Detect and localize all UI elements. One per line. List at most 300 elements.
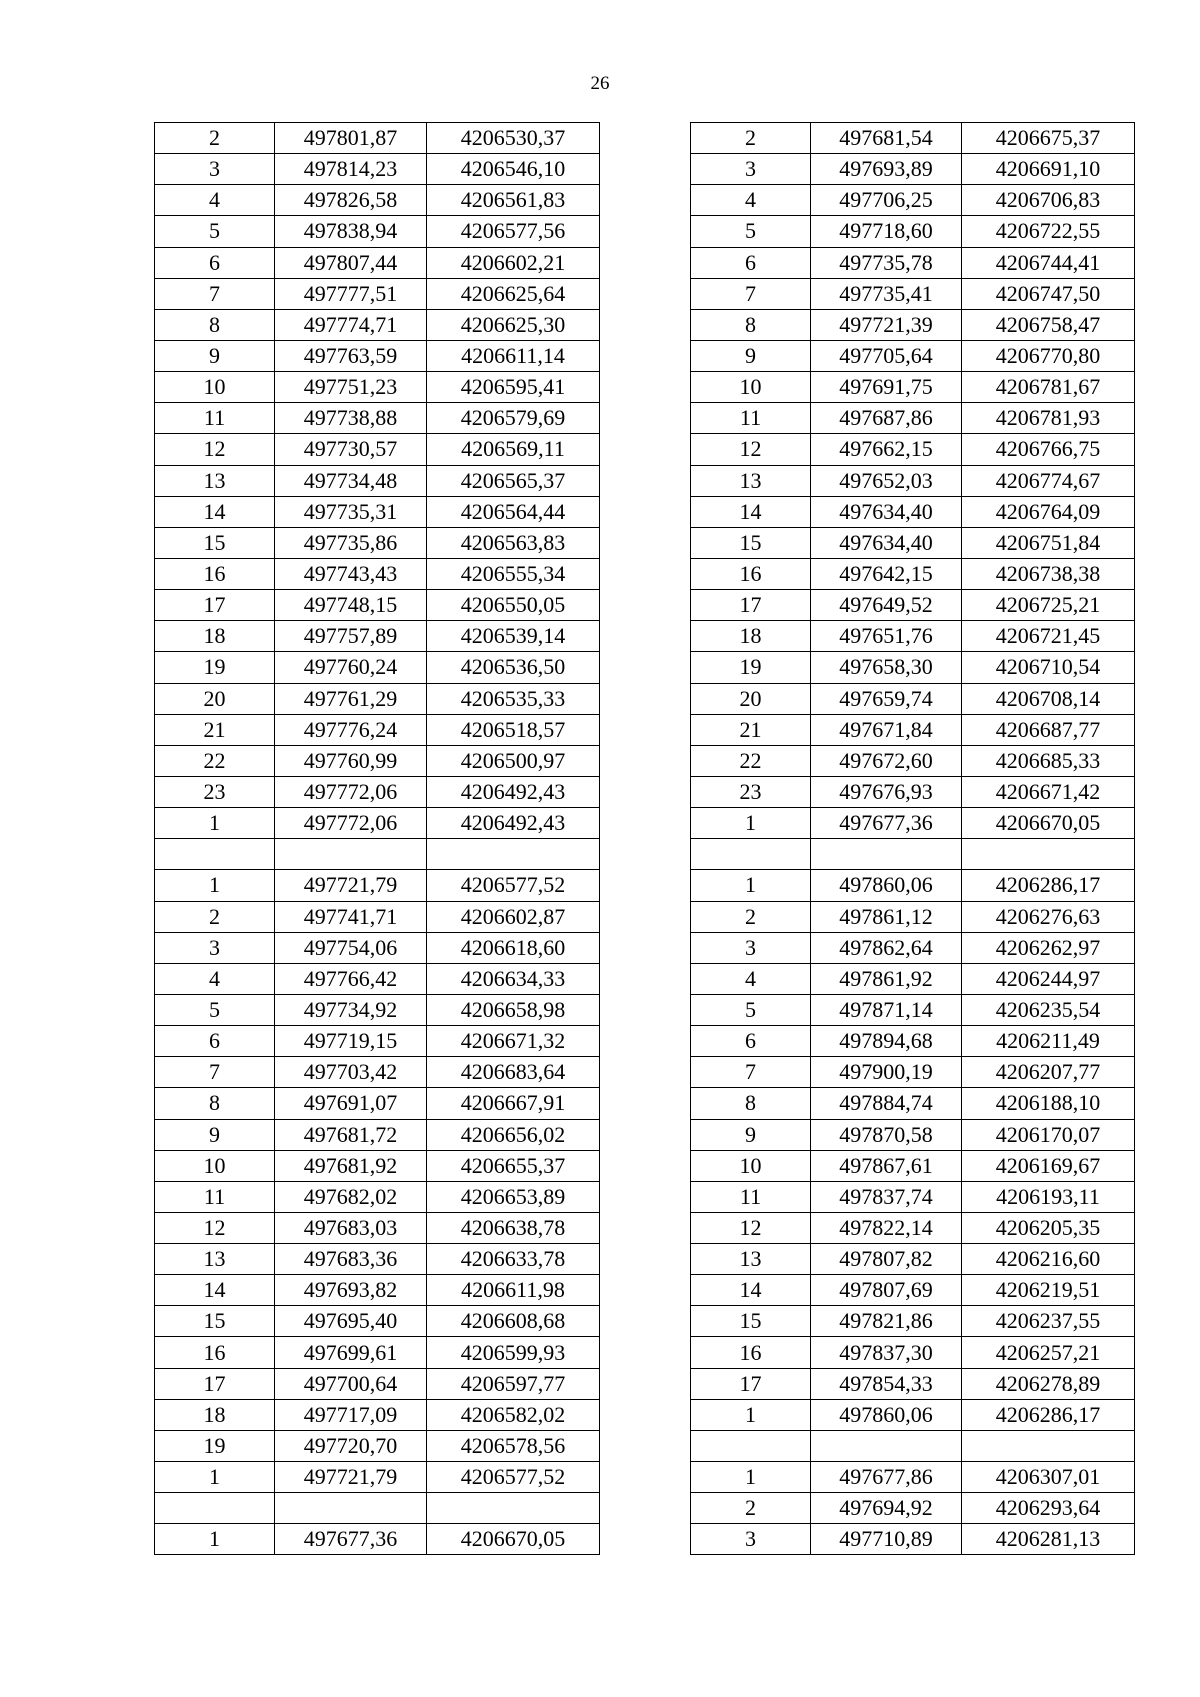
y-coordinate-cell: 4206608,68	[427, 1306, 600, 1337]
point-number-cell: 2	[691, 901, 811, 932]
table-row	[691, 1275, 1135, 1306]
y-coordinate-cell	[962, 839, 1135, 870]
y-coordinate-cell: 4206625,30	[427, 309, 600, 340]
x-coordinate-cell: 497677,86	[811, 1462, 962, 1493]
y-coordinate-cell: 4206602,87	[427, 901, 600, 932]
point-number-cell: 14	[691, 1275, 811, 1306]
y-coordinate-cell: 4206751,84	[962, 527, 1135, 558]
x-coordinate-cell: 497838,94	[275, 216, 427, 247]
table-row	[691, 278, 1135, 309]
table-row	[691, 1212, 1135, 1243]
table-row	[155, 340, 600, 371]
table-row	[155, 652, 600, 683]
x-coordinate-cell: 497854,33	[811, 1368, 962, 1399]
point-number-cell	[155, 1493, 275, 1524]
y-coordinate-cell: 4206293,64	[962, 1493, 1135, 1524]
table-row	[155, 372, 600, 403]
table-row	[691, 932, 1135, 963]
table-row	[155, 901, 600, 932]
y-coordinate-cell: 4206725,21	[962, 590, 1135, 621]
y-coordinate-cell: 4206781,93	[962, 403, 1135, 434]
x-coordinate-cell: 497642,15	[811, 558, 962, 589]
y-coordinate-cell: 4206211,49	[962, 1026, 1135, 1057]
x-coordinate-cell: 497801,87	[275, 123, 427, 154]
x-coordinate-cell: 497735,41	[811, 278, 962, 309]
table-row	[155, 1368, 600, 1399]
x-coordinate-cell: 497682,02	[275, 1181, 427, 1212]
y-coordinate-cell: 4206633,78	[427, 1244, 600, 1275]
point-number-cell: 12	[155, 1212, 275, 1243]
point-number-cell: 7	[155, 278, 275, 309]
table-row	[155, 1399, 600, 1430]
table-row	[691, 434, 1135, 465]
table-row	[691, 1306, 1135, 1337]
table-row	[691, 1181, 1135, 1212]
table-row	[691, 1057, 1135, 1088]
table-row	[691, 465, 1135, 496]
x-coordinate-cell: 497721,79	[275, 870, 427, 901]
x-coordinate-cell: 497649,52	[811, 590, 962, 621]
y-coordinate-cell: 4206569,11	[427, 434, 600, 465]
x-coordinate-cell: 497741,71	[275, 901, 427, 932]
point-number-cell	[155, 839, 275, 870]
table-row	[155, 1244, 600, 1275]
y-coordinate-cell: 4206683,64	[427, 1057, 600, 1088]
x-coordinate-cell: 497884,74	[811, 1088, 962, 1119]
y-coordinate-cell: 4206675,37	[962, 123, 1135, 154]
point-number-cell: 10	[691, 372, 811, 403]
point-number-cell: 16	[691, 558, 811, 589]
y-coordinate-cell: 4206721,45	[962, 621, 1135, 652]
x-coordinate-cell: 497751,23	[275, 372, 427, 403]
x-coordinate-cell: 497761,29	[275, 683, 427, 714]
x-coordinate-cell: 497870,58	[811, 1119, 962, 1150]
y-coordinate-cell: 4206611,14	[427, 340, 600, 371]
x-coordinate-cell: 497807,69	[811, 1275, 962, 1306]
table-row	[691, 403, 1135, 434]
point-number-cell: 6	[691, 247, 811, 278]
point-number-cell: 13	[155, 1244, 275, 1275]
table-row	[691, 372, 1135, 403]
point-number-cell: 17	[691, 590, 811, 621]
table-row	[155, 558, 600, 589]
point-number-cell: 22	[155, 745, 275, 776]
table-row	[691, 963, 1135, 994]
y-coordinate-cell: 4206618,60	[427, 932, 600, 963]
point-number-cell: 11	[155, 1181, 275, 1212]
y-coordinate-cell: 4206670,05	[427, 1524, 600, 1555]
point-number-cell: 13	[155, 465, 275, 496]
table-row	[155, 1275, 600, 1306]
x-coordinate-cell: 497659,74	[811, 683, 962, 714]
table-row	[155, 745, 600, 776]
point-number-cell: 4	[155, 185, 275, 216]
x-coordinate-cell: 497837,30	[811, 1337, 962, 1368]
point-number-cell: 14	[155, 1275, 275, 1306]
table-row	[155, 465, 600, 496]
y-coordinate-cell: 4206169,67	[962, 1150, 1135, 1181]
table-row	[155, 1057, 600, 1088]
y-coordinate-cell: 4206577,56	[427, 216, 600, 247]
x-coordinate-cell: 497860,06	[811, 1399, 962, 1430]
point-number-cell: 4	[691, 963, 811, 994]
point-number-cell: 1	[691, 1399, 811, 1430]
point-number-cell: 16	[155, 558, 275, 589]
point-number-cell: 10	[155, 1150, 275, 1181]
y-coordinate-cell: 4206286,17	[962, 1399, 1135, 1430]
y-coordinate-cell: 4206670,05	[962, 808, 1135, 839]
point-number-cell: 6	[691, 1026, 811, 1057]
table-row	[155, 776, 600, 807]
table-row	[691, 1337, 1135, 1368]
x-coordinate-cell	[275, 1493, 427, 1524]
x-coordinate-cell: 497710,89	[811, 1524, 962, 1555]
point-number-cell: 23	[155, 776, 275, 807]
table-row	[155, 247, 600, 278]
table-row	[155, 216, 600, 247]
table-row	[691, 154, 1135, 185]
point-number-cell: 3	[155, 932, 275, 963]
point-number-cell: 21	[691, 714, 811, 745]
point-number-cell: 17	[155, 590, 275, 621]
point-number-cell: 23	[691, 776, 811, 807]
y-coordinate-cell: 4206207,77	[962, 1057, 1135, 1088]
y-coordinate-cell: 4206708,14	[962, 683, 1135, 714]
x-coordinate-cell: 497763,59	[275, 340, 427, 371]
point-number-cell: 5	[691, 216, 811, 247]
y-coordinate-cell: 4206205,35	[962, 1212, 1135, 1243]
y-coordinate-cell: 4206286,17	[962, 870, 1135, 901]
x-coordinate-cell: 497662,15	[811, 434, 962, 465]
coordinates-table-left-body	[155, 123, 600, 1555]
table-row	[155, 1150, 600, 1181]
y-coordinate-cell: 4206687,77	[962, 714, 1135, 745]
table-row	[155, 309, 600, 340]
point-number-cell: 22	[691, 745, 811, 776]
x-coordinate-cell: 497693,89	[811, 154, 962, 185]
x-coordinate-cell: 497776,24	[275, 714, 427, 745]
point-number-cell: 4	[155, 963, 275, 994]
table-row	[155, 808, 600, 839]
table-row	[691, 683, 1135, 714]
y-coordinate-cell: 4206307,01	[962, 1462, 1135, 1493]
x-coordinate-cell: 497757,89	[275, 621, 427, 652]
table-row	[691, 1462, 1135, 1493]
y-coordinate-cell: 4206237,55	[962, 1306, 1135, 1337]
point-number-cell: 8	[155, 309, 275, 340]
point-number-cell: 17	[155, 1368, 275, 1399]
table-row	[691, 839, 1135, 870]
table-row	[691, 1399, 1135, 1430]
y-coordinate-cell: 4206667,91	[427, 1088, 600, 1119]
y-coordinate-cell	[962, 1430, 1135, 1461]
table-row	[691, 590, 1135, 621]
x-coordinate-cell: 497705,64	[811, 340, 962, 371]
x-coordinate-cell: 497777,51	[275, 278, 427, 309]
x-coordinate-cell: 497706,25	[811, 185, 962, 216]
x-coordinate-cell: 497677,36	[275, 1524, 427, 1555]
table-row	[691, 340, 1135, 371]
y-coordinate-cell: 4206550,05	[427, 590, 600, 621]
y-coordinate-cell: 4206710,54	[962, 652, 1135, 683]
y-coordinate-cell: 4206602,21	[427, 247, 600, 278]
point-number-cell: 3	[691, 932, 811, 963]
x-coordinate-cell: 497672,60	[811, 745, 962, 776]
table-row	[691, 1150, 1135, 1181]
table-row	[691, 1368, 1135, 1399]
y-coordinate-cell: 4206774,67	[962, 465, 1135, 496]
table-row	[691, 808, 1135, 839]
x-coordinate-cell: 497634,40	[811, 527, 962, 558]
x-coordinate-cell: 497735,86	[275, 527, 427, 558]
table-row	[155, 683, 600, 714]
point-number-cell: 2	[691, 1493, 811, 1524]
x-coordinate-cell: 497687,86	[811, 403, 962, 434]
y-coordinate-cell: 4206530,37	[427, 123, 600, 154]
point-number-cell: 7	[691, 278, 811, 309]
point-number-cell: 3	[691, 1524, 811, 1555]
y-coordinate-cell: 4206744,41	[962, 247, 1135, 278]
table-row	[155, 1430, 600, 1461]
x-coordinate-cell: 497634,40	[811, 496, 962, 527]
table-row	[155, 1524, 600, 1555]
y-coordinate-cell: 4206638,78	[427, 1212, 600, 1243]
table-row	[691, 994, 1135, 1025]
y-coordinate-cell: 4206539,14	[427, 621, 600, 652]
table-row	[155, 403, 600, 434]
table-row	[155, 870, 600, 901]
y-coordinate-cell: 4206766,75	[962, 434, 1135, 465]
x-coordinate-cell: 497734,92	[275, 994, 427, 1025]
point-number-cell: 19	[691, 652, 811, 683]
y-coordinate-cell: 4206625,64	[427, 278, 600, 309]
point-number-cell: 6	[155, 247, 275, 278]
y-coordinate-cell: 4206492,43	[427, 776, 600, 807]
point-number-cell: 5	[691, 994, 811, 1025]
table-row	[691, 185, 1135, 216]
y-coordinate-cell: 4206656,02	[427, 1119, 600, 1150]
table-row	[691, 1244, 1135, 1275]
x-coordinate-cell: 497658,30	[811, 652, 962, 683]
y-coordinate-cell: 4206257,21	[962, 1337, 1135, 1368]
x-coordinate-cell: 497681,54	[811, 123, 962, 154]
table-row	[691, 247, 1135, 278]
x-coordinate-cell: 497837,74	[811, 1181, 962, 1212]
point-number-cell: 11	[691, 403, 811, 434]
x-coordinate-cell: 497861,12	[811, 901, 962, 932]
x-coordinate-cell: 497651,76	[811, 621, 962, 652]
table-row	[155, 714, 600, 745]
y-coordinate-cell: 4206564,44	[427, 496, 600, 527]
x-coordinate-cell: 497681,92	[275, 1150, 427, 1181]
table-row	[691, 527, 1135, 558]
table-row	[691, 309, 1135, 340]
table-row	[155, 963, 600, 994]
x-coordinate-cell: 497734,48	[275, 465, 427, 496]
x-coordinate-cell: 497754,06	[275, 932, 427, 963]
x-coordinate-cell: 497652,03	[811, 465, 962, 496]
x-coordinate-cell: 497720,70	[275, 1430, 427, 1461]
point-number-cell: 12	[691, 434, 811, 465]
point-number-cell: 1	[155, 870, 275, 901]
y-coordinate-cell: 4206170,07	[962, 1119, 1135, 1150]
point-number-cell	[691, 1430, 811, 1461]
x-coordinate-cell: 497695,40	[275, 1306, 427, 1337]
table-row	[155, 1181, 600, 1212]
table-row	[691, 216, 1135, 247]
point-number-cell: 8	[155, 1088, 275, 1119]
y-coordinate-cell: 4206747,50	[962, 278, 1135, 309]
table-row	[691, 901, 1135, 932]
y-coordinate-cell: 4206561,83	[427, 185, 600, 216]
x-coordinate-cell: 497900,19	[811, 1057, 962, 1088]
x-coordinate-cell: 497703,42	[275, 1057, 427, 1088]
y-coordinate-cell	[427, 839, 600, 870]
point-number-cell: 5	[155, 216, 275, 247]
x-coordinate-cell: 497862,64	[811, 932, 962, 963]
table-row	[691, 558, 1135, 589]
y-coordinate-cell: 4206188,10	[962, 1088, 1135, 1119]
point-number-cell: 18	[155, 621, 275, 652]
x-coordinate-cell: 497743,43	[275, 558, 427, 589]
x-coordinate-cell: 497772,06	[275, 808, 427, 839]
table-row	[691, 1119, 1135, 1150]
point-number-cell: 8	[691, 1088, 811, 1119]
point-number-cell: 3	[155, 154, 275, 185]
point-number-cell: 15	[155, 527, 275, 558]
coordinates-table-right-body	[691, 123, 1135, 1555]
y-coordinate-cell: 4206758,47	[962, 309, 1135, 340]
point-number-cell: 4	[691, 185, 811, 216]
point-number-cell: 15	[155, 1306, 275, 1337]
y-coordinate-cell: 4206685,33	[962, 745, 1135, 776]
y-coordinate-cell: 4206565,37	[427, 465, 600, 496]
x-coordinate-cell: 497735,31	[275, 496, 427, 527]
y-coordinate-cell: 4206536,50	[427, 652, 600, 683]
point-number-cell: 9	[155, 1119, 275, 1150]
x-coordinate-cell: 497774,71	[275, 309, 427, 340]
x-coordinate-cell: 497867,61	[811, 1150, 962, 1181]
table-row	[155, 1212, 600, 1243]
x-coordinate-cell: 497860,06	[811, 870, 962, 901]
point-number-cell: 20	[155, 683, 275, 714]
point-number-cell: 17	[691, 1368, 811, 1399]
x-coordinate-cell: 497807,44	[275, 247, 427, 278]
point-number-cell: 14	[691, 496, 811, 527]
point-number-cell: 3	[691, 154, 811, 185]
table-row	[691, 714, 1135, 745]
x-coordinate-cell: 497717,09	[275, 1399, 427, 1430]
y-coordinate-cell: 4206691,10	[962, 154, 1135, 185]
x-coordinate-cell: 497694,92	[811, 1493, 962, 1524]
x-coordinate-cell: 497683,03	[275, 1212, 427, 1243]
page-number: 26	[590, 73, 610, 94]
point-number-cell: 10	[691, 1150, 811, 1181]
y-coordinate-cell: 4206546,10	[427, 154, 600, 185]
x-coordinate-cell	[811, 1430, 962, 1461]
point-number-cell: 10	[155, 372, 275, 403]
y-coordinate-cell: 4206518,57	[427, 714, 600, 745]
y-coordinate-cell: 4206193,11	[962, 1181, 1135, 1212]
point-number-cell: 1	[155, 808, 275, 839]
y-coordinate-cell: 4206599,93	[427, 1337, 600, 1368]
table-row	[691, 1430, 1135, 1461]
table-row	[155, 278, 600, 309]
table-row	[155, 1119, 600, 1150]
y-coordinate-cell: 4206706,83	[962, 185, 1135, 216]
x-coordinate-cell: 497691,75	[811, 372, 962, 403]
point-number-cell: 13	[691, 465, 811, 496]
y-coordinate-cell: 4206738,38	[962, 558, 1135, 589]
y-coordinate-cell: 4206577,52	[427, 870, 600, 901]
table-row	[155, 1306, 600, 1337]
table-row	[691, 1026, 1135, 1057]
x-coordinate-cell: 497871,14	[811, 994, 962, 1025]
table-row	[155, 1462, 600, 1493]
x-coordinate-cell	[275, 839, 427, 870]
x-coordinate-cell: 497735,78	[811, 247, 962, 278]
point-number-cell: 1	[691, 808, 811, 839]
x-coordinate-cell: 497772,06	[275, 776, 427, 807]
x-coordinate-cell: 497681,72	[275, 1119, 427, 1150]
table-row	[155, 1026, 600, 1057]
x-coordinate-cell: 497738,88	[275, 403, 427, 434]
point-number-cell: 2	[155, 123, 275, 154]
point-number-cell: 1	[155, 1462, 275, 1493]
table-row	[155, 621, 600, 652]
y-coordinate-cell: 4206722,55	[962, 216, 1135, 247]
y-coordinate-cell	[427, 1493, 600, 1524]
table-row	[691, 776, 1135, 807]
point-number-cell: 1	[155, 1524, 275, 1555]
x-coordinate-cell: 497861,92	[811, 963, 962, 994]
point-number-cell: 9	[155, 340, 275, 371]
point-number-cell	[691, 839, 811, 870]
table-row	[155, 185, 600, 216]
table-row	[691, 621, 1135, 652]
table-row	[691, 652, 1135, 683]
y-coordinate-cell: 4206278,89	[962, 1368, 1135, 1399]
x-coordinate-cell: 497700,64	[275, 1368, 427, 1399]
point-number-cell: 1	[691, 1462, 811, 1493]
y-coordinate-cell: 4206764,09	[962, 496, 1135, 527]
table-row	[155, 123, 600, 154]
x-coordinate-cell: 497691,07	[275, 1088, 427, 1119]
point-number-cell: 2	[691, 123, 811, 154]
x-coordinate-cell: 497807,82	[811, 1244, 962, 1275]
table-row	[155, 839, 600, 870]
x-coordinate-cell: 497821,86	[811, 1306, 962, 1337]
point-number-cell: 14	[155, 496, 275, 527]
point-number-cell: 5	[155, 994, 275, 1025]
x-coordinate-cell: 497766,42	[275, 963, 427, 994]
point-number-cell: 19	[155, 652, 275, 683]
x-coordinate-cell	[811, 839, 962, 870]
y-coordinate-cell: 4206655,37	[427, 1150, 600, 1181]
point-number-cell: 12	[155, 434, 275, 465]
table-row	[155, 1088, 600, 1119]
point-number-cell: 6	[155, 1026, 275, 1057]
point-number-cell: 15	[691, 527, 811, 558]
y-coordinate-cell: 4206582,02	[427, 1399, 600, 1430]
x-coordinate-cell: 497721,79	[275, 1462, 427, 1493]
y-coordinate-cell: 4206281,13	[962, 1524, 1135, 1555]
table-row	[691, 1088, 1135, 1119]
table-row	[155, 434, 600, 465]
y-coordinate-cell: 4206500,97	[427, 745, 600, 776]
point-number-cell: 11	[691, 1181, 811, 1212]
x-coordinate-cell: 497814,23	[275, 154, 427, 185]
